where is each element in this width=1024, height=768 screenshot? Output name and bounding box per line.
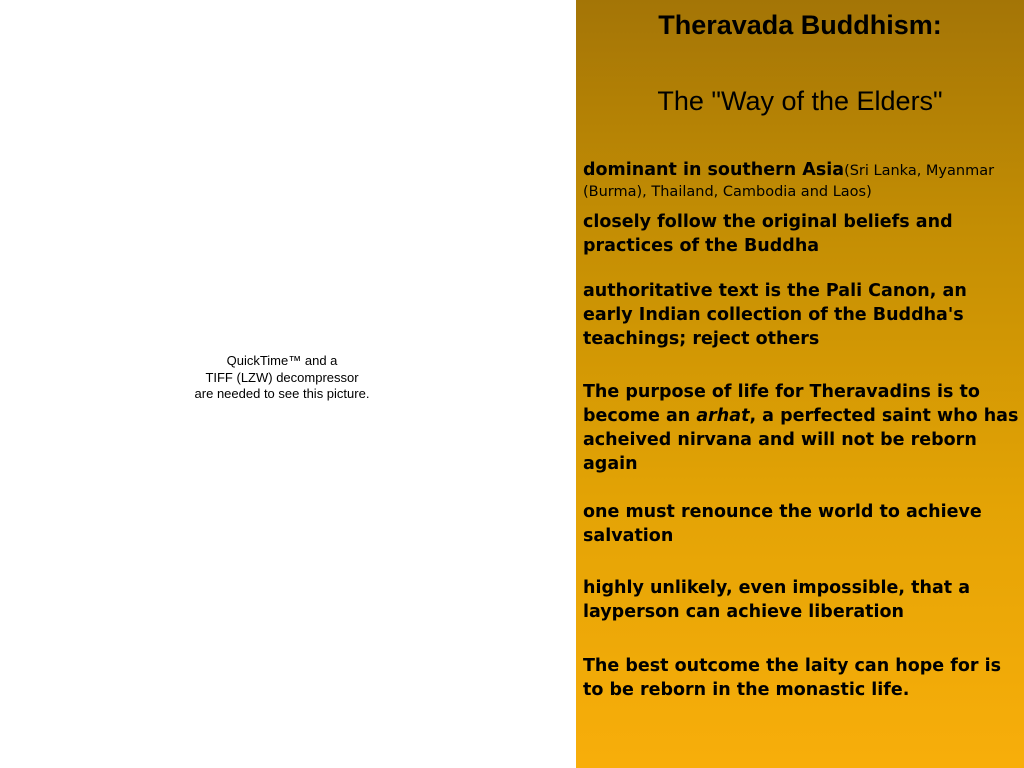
slide-title: Theravada Buddhism: xyxy=(658,10,942,40)
slide-subtitle: The "Way of the Elders" xyxy=(657,86,943,116)
bullet-purpose-before: The purpose of life for Theravadins is to become an xyxy=(583,382,980,426)
bullet-purpose-after: , a perfected saint who has acheived nirvana and will not be reborn again xyxy=(583,406,1019,474)
placeholder-line-2: TIFF (LZW) decompressor xyxy=(205,369,359,385)
bullet-follow: closely follow the original beliefs and practices of the Buddha xyxy=(583,212,953,256)
bullet-purpose xyxy=(583,380,1019,476)
bullet-dominant-detail: (Sri Lanka, Myanmar (Burma), Thailand, Cambodia and Laos) xyxy=(583,163,995,200)
bullet-dominant xyxy=(583,160,1019,202)
bullet-renounce: one must renounce the world to achieve salvation xyxy=(583,502,982,546)
placeholder-line-1: QuickTime™ and a xyxy=(226,353,338,368)
text-panel xyxy=(576,0,1024,768)
bullet-canon: authoritative text is the Pali Canon, an early Indian collection of the Buddha's teachings; reject others xyxy=(583,281,967,349)
bullet-unlikely: highly unlikely, even impossible, that a layperson can achieve liberation xyxy=(583,578,971,622)
bullet-purpose-term: arhat xyxy=(696,406,750,426)
placeholder-line-3: are needed to see this picture. xyxy=(194,386,370,401)
bullet-outcome: The best outcome the laity can hope for is to be reborn in the monastic life. xyxy=(583,656,1002,700)
missing-image-placeholder xyxy=(150,353,414,403)
bullet-dominant-bold: dominant in southern Asia xyxy=(583,160,845,180)
